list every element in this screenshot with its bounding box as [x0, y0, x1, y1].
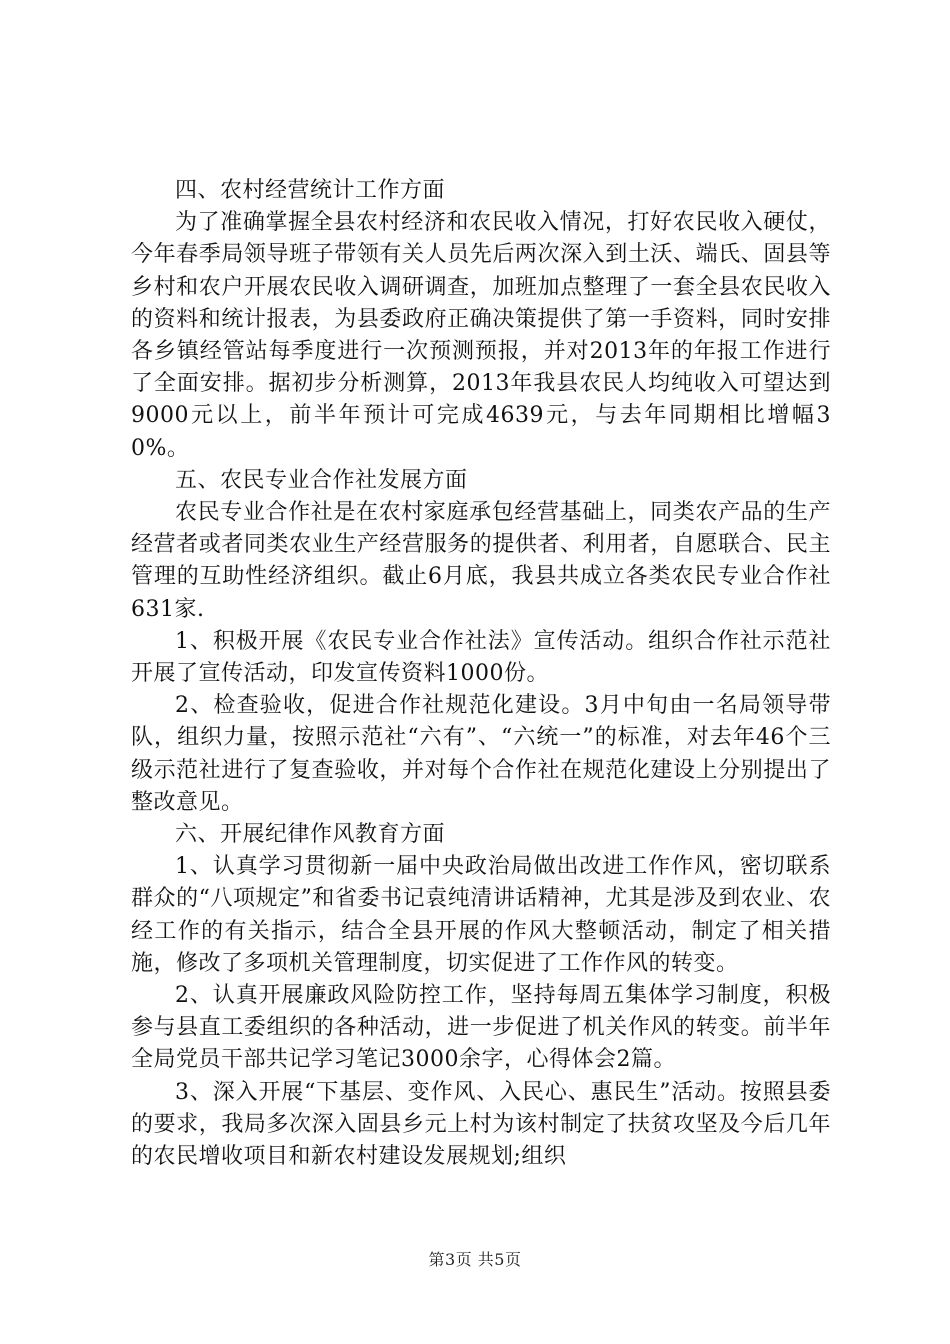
section-heading-cooperatives: 五、农民专业合作社发展方面: [175, 467, 468, 493]
paragraph-integrity-risk-control: 2、认真开展廉政风险防控工作，坚持每周五集体学习制度，积极参与县直工委组织的各种活动，进一步促进了机关作风的转变。前半年全局党员干部共记学习笔记3000余字，心得体会2篇。: [131, 983, 831, 1073]
paragraph-eight-regulations: 1、认真学习贯彻新一届中央政治局做出改进工作作风，密切联系群众的“八项规定”和省委书记袁纯清讲话精神，尤其是涉及到农业、农经工作的有关指示，结合全县开展的作风大整顿活动，制定了相关措施，修改了多项机关管理制度，切实促进了工作作风的转变。: [131, 854, 831, 976]
paragraph-cooperative-definition: 农民专业合作社是在农村家庭承包经营基础上，同类农产品的生产经营者或者同类农业生产经营服务的提供者、利用者，自愿联合、民主管理的互助性经济组织。截止6月底，我县共成立各类农民专业合作社631家.: [131, 500, 831, 622]
paragraph-cooperative-law-promotion: 1、积极开展《农民专业合作社法》宣传活动。组织合作社示范社开展了宣传活动，印发宣传资料1000份。: [131, 628, 831, 687]
section-heading-discipline: 六、开展纪律作风教育方面: [175, 822, 446, 848]
paragraph-grassroots-activity: 3、深入开展“下基层、变作风、入民心、惠民生”活动。按照县委的要求，我局多次深入固县乡元上村为该村制定了扶贫攻坚及今后几年的农民增收项目和新农村建设发展规划;组织: [131, 1079, 831, 1170]
document-body: [131, 175, 831, 1173]
section-heading-rural-statistics: 四、农村经营统计工作方面: [175, 178, 446, 203]
page-number-footer: 第3页 共5页: [428, 1250, 522, 1269]
paragraph-rural-income-survey: 为了准确掌握全县农村经济和农民收入情况，打好农民收入硬仗，今年春季局领导班子带领有关人员先后两次深入到土沃、端氏、固县等乡村和农户开展农民收入调研调查，加班加点整理了一套全县农民收入的资料和统计报表，为县委政府正确决策提供了第一手资料，同时安排各乡镇经管站每季度进行一次预测预报，并对2013年的年报工作进行了全面安排。据初步分析测算，2013年我县农民人均纯收入可望达到9000元以上，前半年预计可完成4639元，与去年同期相比增幅30%。: [131, 210, 831, 461]
paragraph-cooperative-inspection: 2、检查验收，促进合作社规范化建设。3月中旬由一名局领导带队，组织力量，按照示范社“六有”、“六统一”的标准，对去年46个三级示范社进行了复查验收，并对每个合作社在规范化建设上分别提出了整改意见。: [131, 693, 831, 815]
